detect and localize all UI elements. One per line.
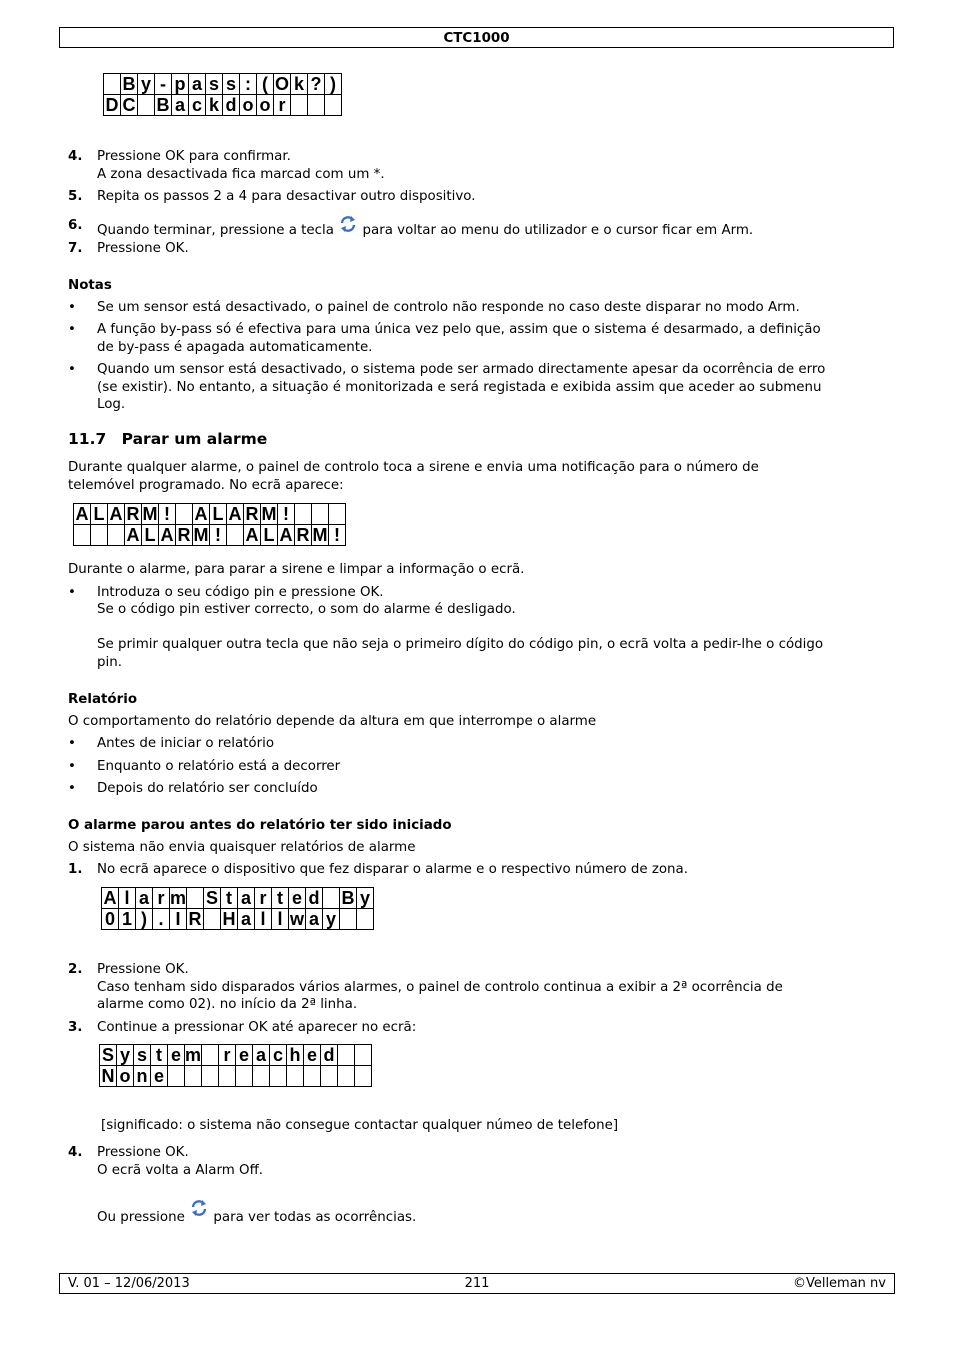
lcd-row — [102, 909, 374, 930]
lcd-cell: a — [238, 909, 255, 930]
lcd-cell: a — [306, 909, 323, 930]
lcd-cell — [304, 1066, 321, 1087]
lcd-cell — [202, 1066, 219, 1087]
lcd-cell — [329, 504, 346, 525]
step-text — [97, 1198, 417, 1225]
lcd-cell — [270, 1066, 287, 1087]
refresh-icon — [189, 1198, 209, 1218]
lcd-cell: w — [290, 909, 305, 929]
step-number: 3. — [68, 1020, 83, 1035]
lcd-cell: L — [210, 504, 227, 525]
lcd-cell: o — [240, 95, 257, 116]
lcd-cell: ) — [325, 74, 342, 95]
section-heading — [68, 430, 267, 448]
bullet: • — [68, 322, 76, 337]
lcd-cell: O — [274, 74, 289, 94]
lcd-cell: a — [189, 74, 206, 95]
lcd-cell — [253, 1066, 270, 1087]
lcd-cell: d — [306, 888, 323, 909]
footer-version: V. 01 – 12/06/2013 — [68, 1276, 190, 1291]
bullet-text: Se o código pin estiver correcto, o som do alarme é desligado. — [97, 602, 516, 617]
lcd-cell: A — [228, 504, 242, 524]
bullet: • — [68, 362, 76, 377]
paragraph: O comportamento do relatório depende da altura em que interrompe o alarme — [68, 714, 597, 729]
lcd-cell: l — [119, 888, 136, 909]
bullet-text: Depois do relatório ser concluído — [97, 781, 318, 796]
lcd-cell: A — [279, 525, 293, 545]
lcd-cell: L — [142, 525, 159, 546]
lcd-cell: r — [255, 888, 272, 909]
step-text: Pressione OK. — [97, 241, 189, 256]
lcd-cell: a — [136, 888, 153, 909]
lcd-cell: o — [117, 1066, 134, 1087]
lcd-cell: ! — [329, 525, 346, 546]
lcd-cell: ! — [210, 525, 227, 546]
lcd-row — [104, 74, 342, 95]
step-text: A zona desactivada fica marcad com um *. — [97, 167, 385, 182]
lcd-cell: ? — [308, 74, 325, 95]
lcd-cell: R — [177, 525, 191, 545]
lcd-cell: ! — [159, 504, 176, 525]
lcd-cell: d — [223, 95, 240, 116]
step-number: 7. — [68, 241, 83, 256]
bullet-text: Introduza o seu código pin e pressione OK. — [97, 585, 384, 600]
lcd-cell: r — [219, 1045, 236, 1066]
page-header — [59, 27, 894, 48]
lcd-row — [104, 95, 342, 116]
lcd-cell: H — [222, 909, 236, 929]
lcd-cell: d — [321, 1045, 338, 1066]
step-number: 5. — [68, 189, 83, 204]
lcd-cell: S — [204, 888, 221, 909]
note-text: Quando um sensor está desactivado, o sistema pode ser armado directamente apesar da ocorrência de erro — [97, 362, 826, 377]
lcd-display-system-reached — [99, 1044, 372, 1087]
bullet: • — [68, 585, 76, 600]
lcd-cell: A — [245, 525, 259, 545]
notes-heading: Notas — [68, 278, 112, 293]
step-text: Pressione OK. — [97, 962, 189, 977]
lcd-cell: h — [287, 1045, 304, 1066]
step-number: 1. — [68, 862, 83, 877]
lcd-row — [102, 888, 374, 909]
step-text: O ecrã volta a Alarm Off. — [97, 1163, 264, 1178]
lcd-cell — [321, 1066, 338, 1087]
lcd-cell: e — [151, 1066, 168, 1087]
lcd-cell — [227, 525, 244, 546]
footer-copyright: ©Velleman nv — [792, 1276, 886, 1291]
note-text: Log. — [97, 397, 126, 412]
lcd-cell — [168, 1066, 185, 1087]
lcd-cell — [355, 1045, 372, 1066]
lcd-cell: R — [296, 525, 310, 545]
page-footer — [59, 1273, 895, 1294]
lcd-cell: - — [155, 74, 172, 95]
lcd-cell: e — [236, 1045, 253, 1066]
lcd-cell — [295, 504, 312, 525]
note-text: de by-pass é apagada automaticamente. — [97, 340, 373, 355]
lcd-cell: A — [194, 504, 208, 524]
lcd-cell: A — [103, 888, 117, 908]
lcd-cell — [236, 1066, 253, 1087]
lcd-cell — [202, 1045, 219, 1066]
bullet-text: pin. — [97, 655, 122, 670]
page-number: 211 — [464, 1276, 490, 1291]
lcd-cell: a — [253, 1045, 270, 1066]
lcd-cell: L — [261, 525, 278, 546]
lcd-cell — [338, 1045, 355, 1066]
lcd-cell: B — [156, 95, 170, 115]
lcd-cell: D — [105, 95, 119, 115]
lcd-cell — [185, 1066, 202, 1087]
lcd-cell — [308, 95, 325, 116]
lcd-cell — [355, 1066, 372, 1087]
lcd-cell: N — [101, 1066, 115, 1086]
bullet-text: Antes de iniciar o relatório — [97, 736, 275, 751]
lcd-row — [100, 1066, 372, 1087]
paragraph: [significado: o sistema não consegue contactar qualquer númeo de telefone] — [101, 1118, 619, 1133]
step-text — [97, 214, 754, 238]
lcd-cell: M — [193, 525, 209, 545]
lcd-cell: l — [255, 909, 272, 930]
lcd-cell: s — [134, 1045, 151, 1066]
lcd-cell: : — [240, 74, 257, 95]
lcd-cell: k — [206, 95, 223, 116]
lcd-cell: t — [221, 888, 238, 909]
lcd-cell: I — [170, 909, 187, 930]
lcd-cell: e — [304, 1045, 321, 1066]
step-number: 4. — [68, 149, 83, 164]
step-text: Pressione OK. — [97, 1145, 189, 1160]
lcd-cell: m — [170, 888, 187, 908]
step-text: No ecrã aparece o dispositivo que fez disparar o alarme e o respectivo número de zona. — [97, 862, 689, 877]
lcd-cell: y — [117, 1045, 134, 1066]
lcd-cell — [340, 909, 357, 930]
lcd-cell: s — [206, 74, 223, 95]
lcd-cell — [204, 909, 221, 930]
bullet: • — [68, 781, 76, 796]
bullet-text: Enquanto o relatório está a decorrer — [97, 759, 341, 774]
lcd-cell: c — [189, 95, 206, 116]
step-text-post: para ver todas as ocorrências. — [213, 1210, 417, 1225]
step-text: Repita os passos 2 a 4 para desactivar outro dispositivo. — [97, 189, 476, 204]
step-text-post: para voltar ao menu do utilizador e o cursor ficar em Arm. — [362, 223, 754, 238]
lcd-cell — [323, 888, 340, 909]
lcd-cell: M — [142, 504, 158, 524]
note-text: (se existir). No entanto, a situação é monitorizada e será registada e exibida assim que aceder ao submenu — [97, 380, 822, 395]
bullet: • — [68, 759, 76, 774]
lcd-cell: y — [323, 909, 340, 930]
paragraph: Durante o alarme, para parar a sirene e limpar a informação o ecrã. — [68, 562, 525, 577]
lcd-cell: A — [109, 504, 123, 524]
lcd-cell: k — [291, 74, 308, 95]
lcd-cell: ! — [278, 504, 295, 525]
step-text: Caso tenham sido disparados vários alarmes, o painel de controlo continua a exibir a 2ª ocorrência de — [97, 980, 783, 995]
paragraph: telemóvel programado. No ecrã aparece: — [68, 478, 344, 493]
lcd-cell: R — [245, 504, 259, 524]
lcd-cell — [325, 95, 342, 116]
lcd-cell: t — [272, 888, 289, 909]
bullet: • — [68, 736, 76, 751]
lcd-cell: c — [270, 1045, 287, 1066]
lcd-cell — [219, 1066, 236, 1087]
lcd-cell — [91, 525, 108, 546]
section-number: 11.7 — [68, 430, 107, 448]
lcd-cell: l — [272, 909, 289, 930]
lcd-row — [74, 504, 346, 525]
lcd-cell: M — [261, 504, 277, 524]
paragraph: Durante qualquer alarme, o painel de controlo toca a sirene e envia uma notificação para o número de — [68, 460, 759, 475]
lcd-cell: t — [151, 1045, 168, 1066]
subheading: O alarme parou antes do relatório ter sido iniciado — [68, 818, 452, 833]
refresh-icon — [338, 214, 358, 234]
lcd-cell: y — [357, 888, 374, 909]
lcd-display-alarm — [73, 503, 346, 546]
document-title: CTC1000 — [443, 31, 510, 46]
report-heading: Relatório — [68, 692, 138, 707]
bullet-text: Se primir qualquer outra tecla que não seja o primeiro dígito do código pin, o ecrã volta a pedir-lhe o código — [97, 637, 824, 652]
lcd-cell: S — [100, 1045, 117, 1066]
lcd-cell: p — [172, 74, 189, 95]
lcd-cell: 1 — [119, 909, 136, 930]
lcd-cell: n — [134, 1066, 151, 1087]
lcd-cell: . — [153, 909, 170, 930]
lcd-cell: e — [168, 1045, 185, 1066]
lcd-cell — [104, 74, 121, 95]
lcd-display-bypass — [103, 73, 342, 116]
note-text: A função by-pass só é efectiva para uma única vez pelo que, assim que o sistema é desarmado, a definição — [97, 322, 821, 337]
note-text: Se um sensor está desactivado, o painel de controlo não responde no caso deste disparar no modo Arm. — [97, 300, 800, 315]
step-text: alarme como 02). no início da 2ª linha. — [97, 997, 358, 1012]
step-number: 4. — [68, 1145, 83, 1160]
lcd-cell — [108, 525, 125, 546]
lcd-cell — [187, 888, 204, 909]
lcd-cell: a — [172, 95, 189, 116]
lcd-cell: ) — [136, 909, 153, 930]
lcd-row — [74, 525, 346, 546]
section-title: Parar um alarme — [121, 430, 268, 448]
step-number: 6. — [68, 218, 83, 233]
lcd-cell: A — [126, 525, 140, 545]
lcd-cell: C — [122, 95, 136, 115]
lcd-cell: e — [289, 888, 306, 909]
step-text: Continue a pressionar OK até aparecer no ecrã: — [97, 1020, 417, 1035]
lcd-cell — [138, 95, 155, 116]
lcd-cell — [176, 504, 193, 525]
lcd-cell: a — [238, 888, 255, 909]
lcd-cell — [357, 909, 374, 930]
lcd-cell: s — [223, 74, 240, 95]
lcd-cell — [338, 1066, 355, 1087]
lcd-cell: m — [185, 1045, 202, 1065]
step-text: Pressione OK para confirmar. — [97, 149, 291, 164]
lcd-cell: M — [312, 525, 328, 545]
lcd-cell: R — [126, 504, 140, 524]
lcd-row — [100, 1045, 372, 1066]
lcd-cell: o — [257, 95, 274, 116]
lcd-cell: ( — [257, 74, 274, 95]
lcd-cell: 0 — [102, 909, 119, 930]
lcd-cell: r — [153, 888, 170, 909]
lcd-cell: A — [160, 525, 174, 545]
lcd-cell: L — [91, 504, 108, 525]
step-text-pre: Quando terminar, pressione a tecla — [97, 223, 334, 238]
lcd-cell: R — [188, 909, 202, 929]
lcd-cell — [291, 95, 308, 116]
lcd-display-alarm-started — [101, 887, 374, 930]
lcd-cell: B — [122, 74, 136, 94]
step-number: 2. — [68, 962, 83, 977]
step-text-pre: Ou pressione — [97, 1210, 185, 1225]
lcd-cell — [312, 504, 329, 525]
paragraph: O sistema não envia quaisquer relatórios de alarme — [68, 840, 416, 855]
lcd-cell — [74, 525, 91, 546]
lcd-cell: r — [274, 95, 291, 116]
lcd-cell: B — [341, 888, 355, 908]
lcd-cell: y — [138, 74, 155, 95]
lcd-cell: A — [75, 504, 89, 524]
bullet: • — [68, 300, 76, 315]
lcd-cell — [287, 1066, 304, 1087]
